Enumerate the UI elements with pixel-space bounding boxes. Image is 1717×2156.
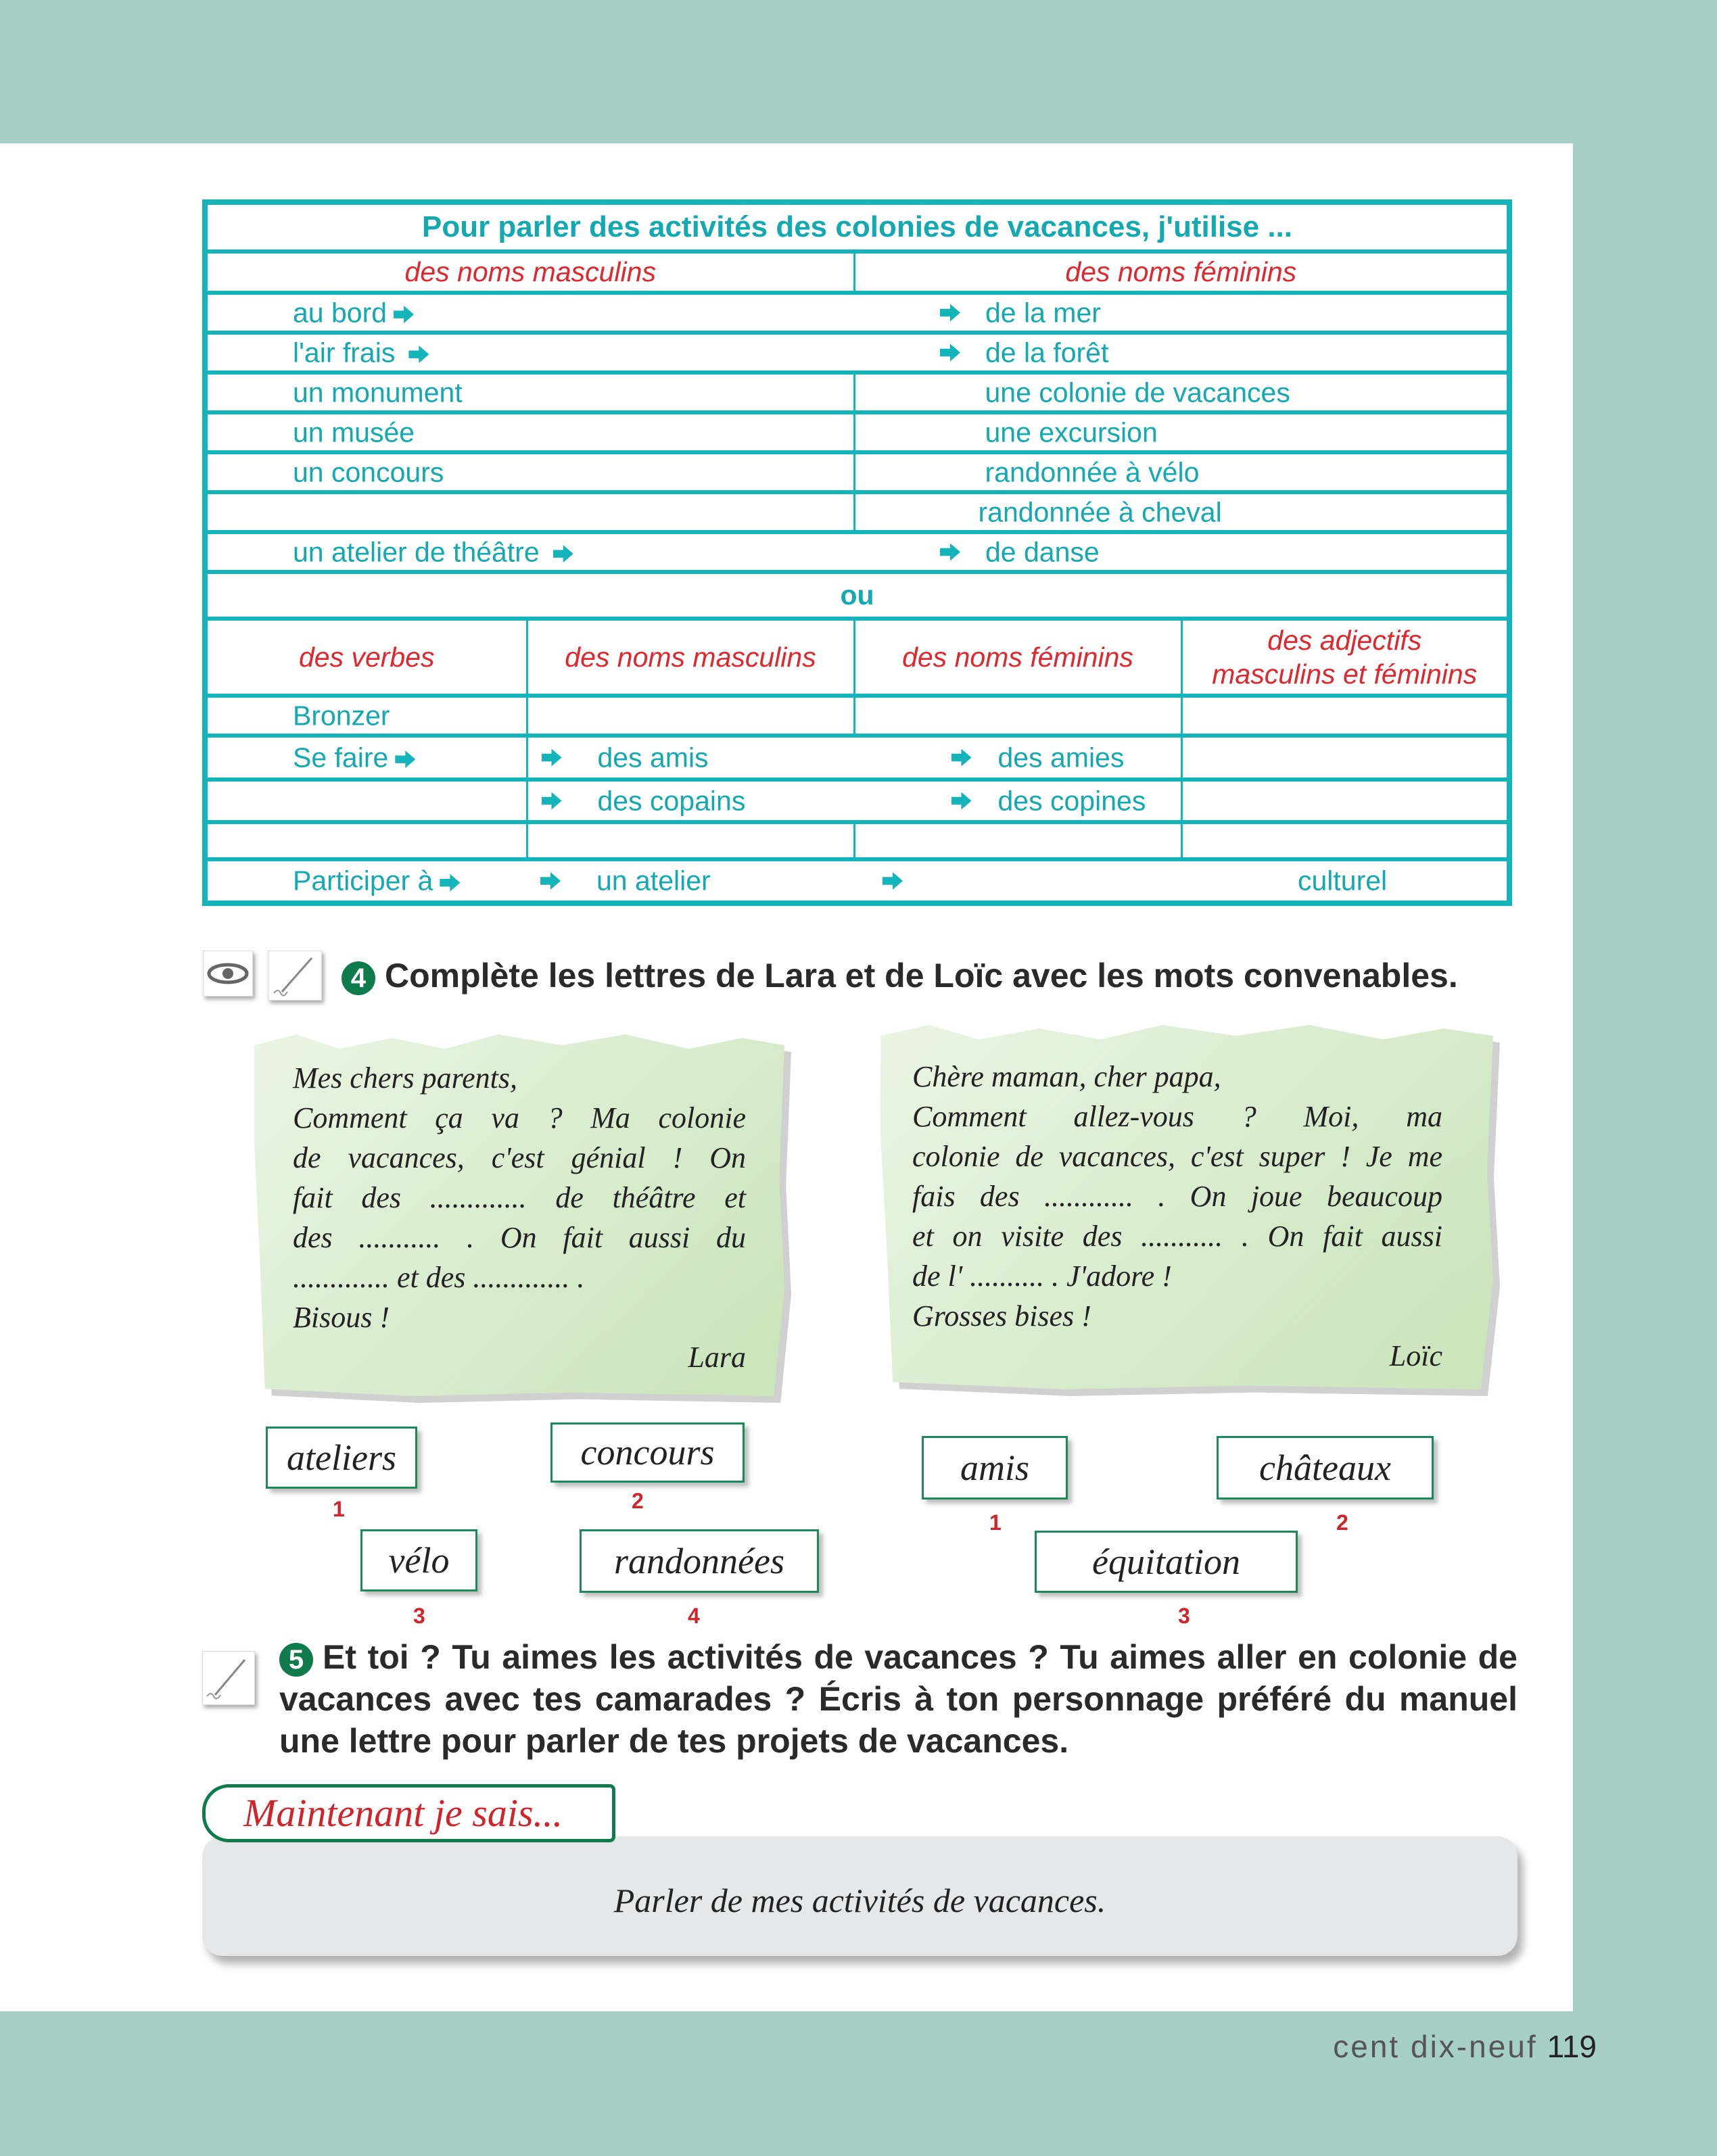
header-masculine-nouns: des noms masculins [208,251,854,293]
letter-signature: Loïc [1389,1339,1442,1372]
page-number: 119 [1547,2029,1597,2064]
exercise-5-instruction: Et toi ? Tu aimes les activités de vacances ? Tu aimes aller en colonie de vacances avec tes camarades ? Écris à ton personnage préféré du manuel une lettre pour parler de tes projets de vacances. [279,1638,1518,1760]
cell-text: des amis [597,742,709,773]
header-masculine-nouns: des noms masculins [527,619,854,696]
exercise-5 [279,1636,1518,1762]
arrow-right-icon [542,749,562,767]
table-row [208,859,1507,901]
word-card-randonnees[interactable]: randonnées [580,1529,819,1593]
exercise-number: 4 [342,961,375,995]
letter-line: ............. et des ............. . [293,1261,585,1294]
table-row [208,452,1507,492]
arrow-right-icon [883,872,903,890]
cell-text: un atelier [596,865,711,896]
arrow-right-icon [395,750,415,768]
letter-line: de vacances, c'est génial ! On [293,1141,746,1174]
word-card-velo[interactable]: vélo [360,1529,477,1591]
cell-text: Participer à [293,865,433,896]
word-number: 2 [1336,1510,1348,1535]
pencil-icon [202,1651,255,1705]
arrow-right-icon [940,544,960,561]
arrow-right-icon [440,874,460,892]
word-card-chateaux[interactable]: châteaux [1217,1436,1434,1500]
word-number: 1 [989,1510,1002,1535]
table-row [208,492,1507,532]
arrow-right-icon [408,345,429,363]
page-footer [1333,2028,1597,2065]
cell-text: au bord [293,297,387,328]
word-number: 2 [632,1489,644,1513]
letter-line: et on visite des ........... . On fait aussi [912,1220,1442,1253]
word-number: 3 [1178,1604,1190,1628]
cell-text: un concours [293,456,444,487]
table-row [208,822,1507,859]
letter-lara [293,1058,746,1377]
letter-line: des ........... . On fait aussi du [293,1221,746,1254]
letter-line: Mes chers parents, [293,1061,517,1095]
letter-line: Chère maman, cher papa, [912,1060,1221,1093]
letter-line: colonie de vacances, c'est super ! Je me [912,1140,1442,1173]
cell-text: une excursion [985,416,1158,448]
letter-line: fait des ............. de théâtre et [293,1181,746,1214]
cell-text: une colonie de vacances [985,377,1290,408]
cell-text: culturel [1298,865,1388,896]
arrow-right-icon [940,344,960,362]
table-row [208,412,1507,452]
header-verbs: des verbes [208,619,527,696]
word-number: 4 [688,1604,700,1628]
letter-loic [912,1057,1442,1376]
table-row [208,736,1507,780]
cell-text: des copines [997,785,1146,816]
cell-text: un atelier de théâtre [293,536,540,567]
exercise-number: 5 [279,1643,313,1677]
recap-banner: Maintenant je sais... [202,1784,615,1842]
header-adjectives: des adjectifs masculins et féminins [1181,619,1507,696]
letter-line: de l' .......... . J'adore ! [912,1260,1172,1293]
letter-line: Comment ça va ? Ma colonie [293,1101,746,1134]
eye-icon [203,951,253,997]
letter-signature: Lara [688,1341,746,1374]
cell-text: de danse [985,536,1100,567]
word-number: 1 [333,1497,345,1521]
cell-text: de la mer [985,297,1101,328]
arrow-right-icon [951,792,972,810]
cell-text: Bronzer [293,700,390,731]
cell-text: Se faire [293,742,389,773]
letter-line: Bisous ! [293,1301,390,1334]
arrow-right-icon [542,792,562,810]
arrow-right-icon [394,306,414,323]
table-row [208,780,1507,822]
vocabulary-table [202,199,1512,906]
header-feminine-nouns: des noms féminins [854,251,1507,293]
cell-text: de la forêt [985,337,1109,368]
cell-text: randonnée à cheval [978,496,1222,527]
exercise-4-instruction: Complète les lettres de Lara et de Loïc avec les mots convenables. [385,957,1458,995]
cell-text: des amies [997,742,1125,773]
table-row [208,696,1507,736]
cell-text: un monument [293,377,463,408]
table-row [208,333,1507,373]
arrow-right-icon [553,545,573,562]
table-row [208,532,1507,572]
header-feminine-nouns: des noms féminins [854,619,1181,696]
letter-line: fais des ............ . On joue beaucoup [912,1180,1442,1213]
word-card-ateliers[interactable]: ateliers [266,1427,417,1489]
cell-text: randonnée à vélo [985,456,1200,487]
separator-ou: ou [208,572,1507,619]
recap-box [202,1836,1518,1956]
word-card-concours[interactable]: concours [550,1422,745,1483]
table-row [208,293,1507,333]
table-row [208,373,1507,412]
arrow-right-icon [540,872,561,890]
word-number: 3 [413,1604,425,1628]
letter-line: Grosses bises ! [912,1299,1091,1333]
cell-text: l'air frais [293,337,396,368]
word-card-equitation[interactable]: équitation [1035,1531,1298,1593]
page-number-words: cent dix-neuf [1333,2029,1538,2064]
word-card-amis[interactable]: amis [922,1436,1068,1500]
table-title: Pour parler des activités des colonies de vacances, j'utilise ... [421,210,1293,243]
recap-text: Parler de mes activités de vacances. [613,1882,1106,1919]
arrow-right-icon [940,304,960,322]
cell-text: des copains [597,785,746,816]
exercise-4-heading [342,956,1458,995]
cell-text: un musée [293,416,415,448]
arrow-right-icon [951,749,972,767]
pencil-icon [268,951,322,1001]
letter-line: Comment allez-vous ? Moi, ma [912,1100,1442,1133]
